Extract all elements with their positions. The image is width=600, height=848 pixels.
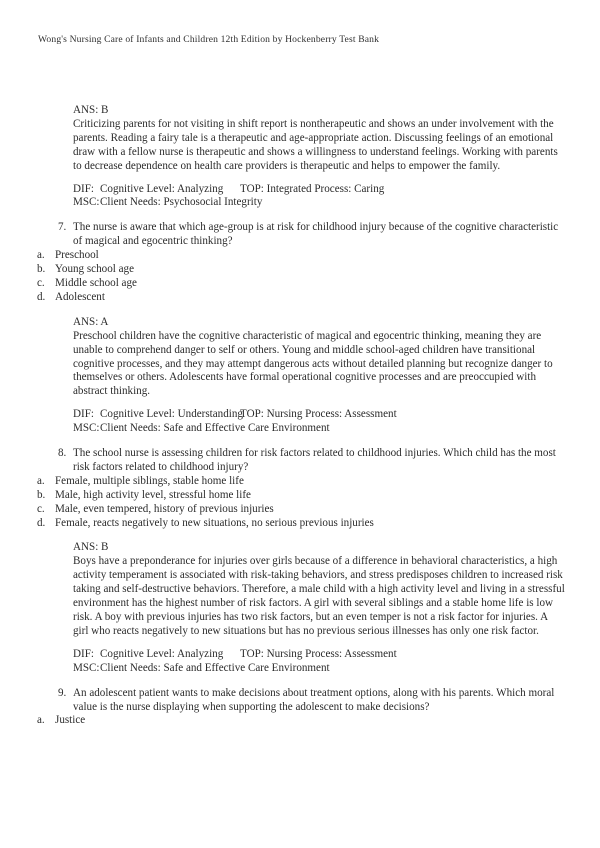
- question-9-number: 9.: [58, 686, 67, 699]
- top-value: [264, 648, 397, 662]
- option-item[interactable]: [37, 503, 600, 517]
- option-text: Middle school age: [55, 276, 137, 289]
- top-value: [264, 408, 397, 422]
- page-body: [0, 104, 600, 728]
- option-text: Justice: [55, 714, 86, 727]
- option-letter: a.: [37, 474, 45, 487]
- metadata-block-8: [73, 648, 600, 676]
- top-key: TOP:: [240, 647, 264, 660]
- dif-value: Cognitive Level: Analyzing: [100, 647, 224, 660]
- option-item[interactable]: [37, 249, 600, 263]
- answer-block-8: [73, 541, 565, 638]
- question-9-text: An adolescent patient wants to make decisions about treatment options, along with his parents. Which moral value is the nurse displaying when supporting the adolescent to make decisions?: [73, 686, 555, 713]
- answer-rationale-8: Boys have a preponderance for injuries over girls because of a difference in behavioral characteristics, a high activity temperament is associated with risk-taking behaviors, and stress predisposes children to increased risk taking and self-destructive behaviors. Therefore, a male child with a high activity level and living in a stressful environment has the highest number of risk factors. A girl with several siblings and a stable home life is low risk. A boy with previous injuries has two risk factors, but an even temper is not a risk factor for injuries. A girl who reacts negatively to new situations but has no previous serious illnesses has only one risk factor.: [73, 555, 565, 637]
- option-text: Young school age: [55, 263, 134, 276]
- dif-key: DIF:: [73, 182, 94, 195]
- option-item[interactable]: [37, 475, 600, 489]
- dif-key: DIF:: [73, 408, 94, 421]
- msc-value: Client Needs: Safe and Effective Care Environment: [100, 422, 330, 435]
- answer-label-7: ANS: A: [73, 315, 109, 328]
- option-text: Adolescent: [55, 290, 105, 303]
- option-item[interactable]: [37, 263, 600, 277]
- answer-label-6: ANS: B: [73, 104, 109, 116]
- option-letter: b.: [37, 263, 46, 276]
- option-text: Male, even tempered, history of previous injuries: [55, 502, 274, 515]
- metadata-row-msc: [73, 662, 600, 676]
- top-key: TOP:: [240, 182, 264, 195]
- option-item[interactable]: [37, 489, 600, 503]
- question-7-text: The nurse is aware that which age-group is at risk for childhood injury because of the cognitive characteristic of magical and egocentric thinking?: [73, 221, 559, 248]
- metadata-row-msc: [73, 422, 600, 436]
- running-head: Wong's Nursing Care of Infants and Children 12th Edition by Hockenberry Test Bank: [38, 34, 380, 45]
- answer-rationale-6: Criticizing parents for not visiting in shift report is nontherapeutic and shows an under involvement with the parents. Reading a fairy tale is a therapeutic and age-appropriate action. Discussing feelings of an emotional draw with a fellow nurse is therapeutic and shows a willingness to understand feelings. Working with parents to decrease dependence on health care providers is therapeutic and helps to empower the family.: [73, 117, 558, 172]
- msc-value: Client Needs: Safe and Effective Care Environment: [100, 661, 330, 674]
- option-item[interactable]: [37, 291, 600, 305]
- option-text: Female, reacts negatively to new situations, no serious previous injuries: [55, 516, 374, 529]
- option-letter: b.: [37, 488, 46, 501]
- top-value-text: Integrated Process: Caring: [266, 182, 385, 195]
- top-value-text: Nursing Process: Assessment: [266, 647, 397, 660]
- question-7-options: [37, 249, 600, 305]
- metadata-block-7: [73, 408, 600, 436]
- question-8-text: The school nurse is assessing children for risk factors related to childhood injuries. Which child has the most risk factors related to childhood injury?: [73, 447, 556, 473]
- question-8-options: [37, 475, 600, 531]
- option-item[interactable]: [37, 277, 600, 291]
- answer-block-6: [73, 104, 565, 174]
- question-7-number: 7.: [58, 221, 67, 234]
- metadata-block-6: [73, 183, 600, 211]
- top-value: [264, 183, 384, 197]
- question-8-number: 8.: [58, 447, 67, 460]
- answer-rationale-7: Preschool children have the cognitive characteristic of magical and egocentric thinking, meaning they are unable to comprehend danger to self or others. Young and middle school-aged children have transitional cognitive processes, and they may attempt dangerous acts without detailed planning but recognize danger to themselves or others. Adolescents have formal operational cognitive processes and are preoccupied with abstract thinking.: [73, 329, 553, 398]
- msc-key: MSC:: [73, 422, 100, 435]
- option-item[interactable]: [37, 714, 600, 728]
- option-letter: a.: [37, 714, 45, 727]
- metadata-row-dif: [73, 648, 600, 662]
- metadata-row-dif: [73, 183, 600, 197]
- option-text: Male, high activity level, stressful home life: [55, 488, 251, 501]
- option-item[interactable]: [37, 517, 600, 531]
- dif-value: Cognitive Level: Understanding: [100, 408, 243, 421]
- top-key: TOP:: [240, 408, 264, 421]
- option-letter: c.: [37, 502, 45, 515]
- msc-key: MSC:: [73, 661, 100, 674]
- question-9-options: [37, 714, 600, 728]
- dif-key: DIF:: [73, 647, 94, 660]
- metadata-row-dif: [73, 408, 600, 422]
- answer-label-8: ANS: B: [73, 541, 109, 554]
- option-letter: d.: [37, 516, 46, 529]
- top-value-text: Nursing Process: Assessment: [266, 408, 397, 421]
- question-8: [58, 447, 568, 475]
- option-letter: d.: [37, 290, 46, 303]
- msc-value: Client Needs: Psychosocial Integrity: [100, 196, 263, 209]
- option-letter: a.: [37, 249, 45, 262]
- dif-value: Cognitive Level: Analyzing: [100, 182, 224, 195]
- answer-block-7: [73, 316, 565, 399]
- question-7: [58, 221, 568, 249]
- option-text: Preschool: [55, 249, 99, 262]
- question-9: [58, 687, 568, 715]
- metadata-row-msc: [73, 196, 600, 210]
- msc-key: MSC:: [73, 196, 100, 209]
- option-text: Female, multiple siblings, stable home life: [55, 474, 244, 487]
- option-letter: c.: [37, 276, 45, 289]
